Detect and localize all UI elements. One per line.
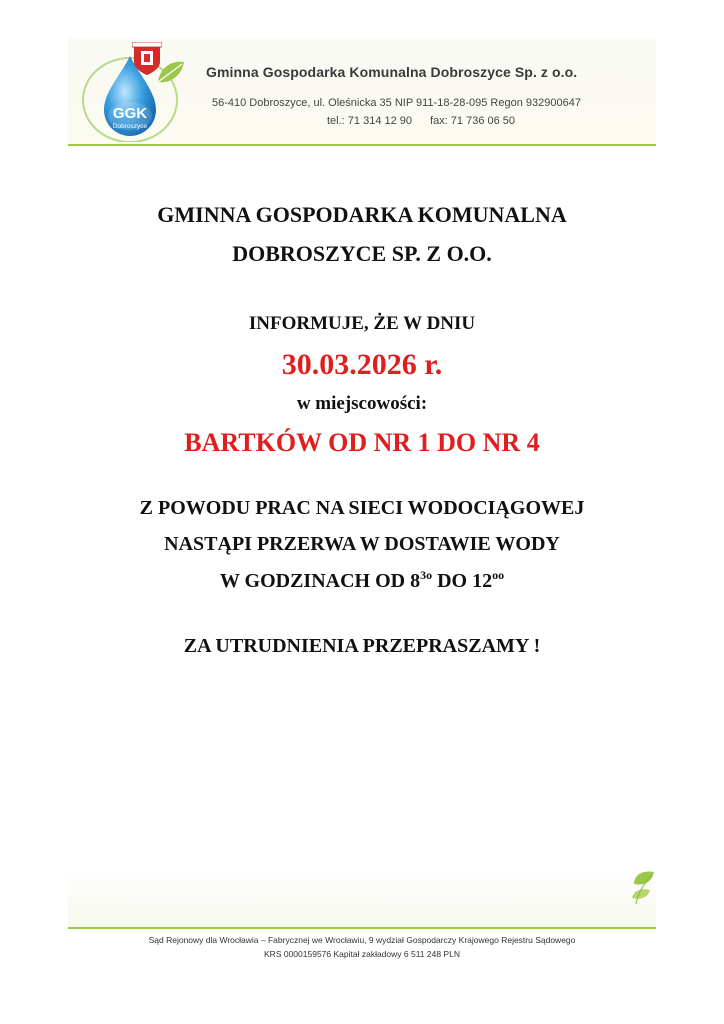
outage-date: 30.03.2026 r. — [281, 348, 443, 381]
logo-text: GGK — [112, 105, 148, 122]
hours-prefix: W GODZINACH OD 8 — [219, 570, 421, 592]
in-locality-label: w miejscowości: — [296, 393, 428, 414]
krs-capital: KRS 0000159576 Kapitał zakładowy 6 511 248 PLN — [264, 949, 460, 959]
fax-number: fax: 71 736 06 50 — [430, 115, 516, 127]
logo-subtext: Dobroszyce — [112, 123, 148, 130]
informs-text: INFORMUJE, ŻE W DNIU — [248, 313, 476, 334]
org-name-line2: DOBROSZYCE SP. Z O.O. — [232, 241, 492, 266]
footer-band — [68, 868, 656, 928]
phone-number: tel.: 71 314 12 90 — [327, 115, 413, 127]
apology-text: ZA UTRUDNIENIA PRZEPRASZAMY ! — [183, 635, 541, 657]
court-registration: Sąd Rejonowy dla Wrocławia – Fabrycznej we Wrocławiu, 9 wydział Gospodarczy Krajowego Rejestru Sądowego — [148, 935, 576, 945]
footer-divider — [68, 927, 656, 929]
company-contact — [327, 115, 627, 127]
company-address: 56-410 Dobroszyce, ul. Oleśnicka 35 NIP 911-18-28-095 Regon 932900647 — [212, 97, 581, 109]
reason-line2: NASTĄPI PRZERWA W DOSTAWIE WODY — [164, 533, 560, 555]
leaf-icon — [628, 866, 658, 906]
outage-locality: BARTKÓW OD NR 1 DO NR 4 — [184, 428, 540, 457]
hours-mid: DO 12 — [432, 570, 493, 592]
outage-hours — [0, 568, 724, 593]
company-name: Gminna Gospodarka Komunalna Dobroszyce Sp. z o.o. — [206, 64, 578, 80]
reason-line1: Z POWODU PRAC NA SIECI WODOCIĄGOWEJ — [139, 497, 585, 519]
coat-of-arms-icon — [132, 42, 162, 76]
letterhead-divider — [68, 144, 656, 146]
hours-to-minutes: oo — [492, 568, 505, 582]
org-name-line1: GMINNA GOSPODARKA KOMUNALNA — [157, 202, 567, 227]
hours-from-minutes: 3o — [420, 568, 433, 582]
